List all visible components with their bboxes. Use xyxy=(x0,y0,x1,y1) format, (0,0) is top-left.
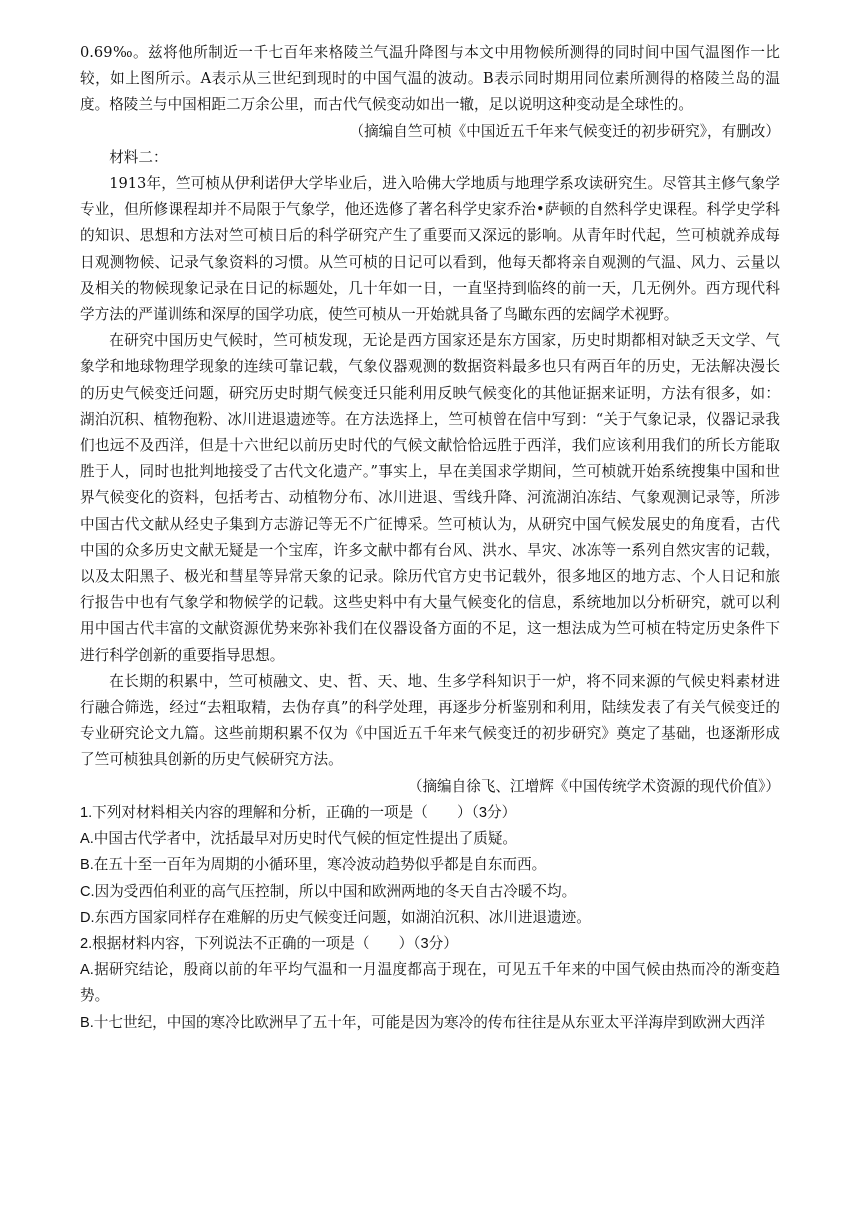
material1-source: （摘编自竺可桢《中国近五千年来气候变迁的初步研究》，有删改） xyxy=(349,122,780,140)
material2-paragraph-3: 在长期的积累中，竺可桢融文、史、哲、天、地、生多学科知识于一炉，将不同来源的气候史料素材进行融合筛选，经过“去粗取精，去伪存真”的科学处理，再逐步分析鉴别和利用，陆续发表了有关气候变迁的专业研究论文九篇。这些前期积累不仅为《中国近五千年来气候变迁的初步研究》奠定了基础，也逐渐形成了竺可桢独具创新的历史气候研究方法。 xyxy=(80,672,780,769)
question-1-option-c: C.因为受西伯利亚的高气压控制，所以中国和欧洲两地的冬天自古冷暖不均。 xyxy=(80,883,577,900)
question-2-stem: 2.根据材料内容，下列说法不正确的一项是（ ）（3分） xyxy=(80,935,458,952)
material2-source: （摘编自徐飞、江增辉《中国传统学术资源的现代价值》） xyxy=(407,777,780,795)
question-2 xyxy=(80,931,780,1036)
question-1-option-d: D.东西方国家同样存在难解的历史气候变迁问题，如湖泊沉积、冰川进退遗迹。 xyxy=(80,909,591,926)
question-1-option-a: A.中国古代学者中，沈括最早对历史时代气候的恒定性提出了质疑。 xyxy=(80,831,518,848)
material2-paragraph-1: 1913年，竺可桢从伊利诺伊大学毕业后，进入哈佛大学地质与地理学系攻读研究生。尽管其主修气象学专业，但所修课程却并不局限于气象学，他还选修了著名科学史家乔治•萨顿的自然科学史课程。科学史学科的知识、思想和方法对竺可桢日后的科学研究产生了重要而又深远的影响。从青年时代起，竺可桢就养成每日观测物候、记录气象资料的习惯。从竺可桢的日记可以看到，他每天都将亲自观测的气温、风力、云量以及相关的物候现象记录在日记的标题处，几十年如一日，一直坚持到临终的前一天，几无例外。西方现代科学方法的严谨训练和深厚的国学功底，使竺可桢从一开始就具备了鸟瞰东西的宏阔学术视野。 xyxy=(80,175,780,324)
material2-heading: 材料二： xyxy=(109,148,168,166)
question-1 xyxy=(80,800,780,931)
question-2-option-a: A.据研究结论，殷商以前的年平均气温和一月温度都高于现在，可见五千年来的中国气候由热而冷的渐变趋势。 xyxy=(80,962,780,1005)
question-1-stem: 1.下列对材料相关内容的理解和分析，正确的一项是（ ）（3分） xyxy=(80,804,517,821)
question-2-option-b: B.十七世纪，中国的寒冷比欧洲早了五十年，可能是因为寒冷的传布往往是从东亚太平洋海岸到欧洲大西洋 xyxy=(80,1014,766,1031)
material2-paragraph-2: 在研究中国历史气候时，竺可桢发现，无论是西方国家还是东方国家，历史时期都相对缺乏天文学、气象学和地球物理学现象的连续可靠记载，气象仪器观测的数据资料最多也只有两百年的历史，无法解决漫长的历史气候变迁问题，研究历史时期气候变迁只能利用反映气候变化的其他证据来证明，方法有很多，如：湖泊沉积、植物孢粉、冰川进退遗迹等。在方法选择上，竺可桢曾在信中写到：“关于气象记录，仪器记录我们也远不及西洋，但是十六世纪以前历史时代的气候文献恰恰远胜于西洋，我们应该利用我们的所长方能取胜于人，同时也批判地接受了古代文化遗产。”事实上，早在美国求学期间，竺可桢就开始系统搜集中国和世界气候变化的资料，包括考古、动植物分布、冰川进退、雪线升降、河流湖泊冻结、气象观测记录等，所涉中国古代文献从经史子集到方志游记等无不广征博采。竺可桢认为，从研究中国气候发展史的角度看，古代中国的众多历史文献无疑是一个宝库，许多文献中都有台风、洪水、旱灾、冰冻等一系列自然灾害的记载，以及太阳黑子、极光和彗星等异常天象的记录。除历代官方史书记载外，很多地区的地方志、个人日记和旅行报告中也有气象学和物候学的记载。这些史料中有大量气候变化的信息，系统地加以分析研究，就可以利用中国古代丰富的文献资源优势来弥补我们在仪器设备方面的不足，这一想法成为竺可桢在特定历史条件下进行科学创新的重要指导思想。 xyxy=(80,332,780,664)
document-page xyxy=(80,40,780,1036)
question-1-option-b: B.在五十至一百年为周期的小循环里，寒冷波动趋势似乎都是自东而西。 xyxy=(80,857,547,874)
material1-tail-paragraph: 0.69‰。兹将他所制近一千七百年来格陵兰气温升降图与本文中用物候所测得的同时间中国气温图作一比较，如上图所示。A表示从三世纪到现时的中国气温的波动。B表示同时期用同位素所测得的格陵兰岛的温度。格陵兰与中国相距二万余公里，而古代气候变动如出一辙，足以说明这种变动是全球性的。 xyxy=(80,44,780,114)
